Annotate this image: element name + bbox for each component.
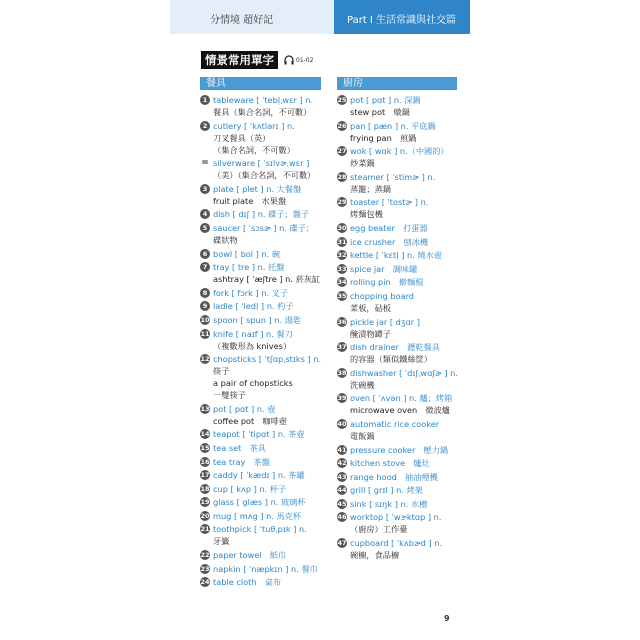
entry-line: ice crusher 刨冰機 (350, 236, 429, 247)
vocab-entry (337, 263, 469, 275)
left-column (200, 94, 332, 590)
entry-line: wok [ wɑk ] n.（中國的） (350, 146, 449, 157)
entry-number: 24 (200, 578, 210, 587)
vocab-entry (200, 523, 332, 547)
vocab-entry (200, 287, 332, 299)
vocab-entry (200, 261, 332, 285)
vocab-entry (200, 428, 332, 440)
entry-line: （集合名詞，不可數） (213, 144, 295, 155)
entry-line: dish [ dɪʃ ] n. 碟子；盤子 (213, 209, 310, 220)
entry-line: worktop [ ˈwɝktɑp ] n. (350, 512, 442, 523)
vocab-entry (337, 511, 469, 535)
vocab-entry (200, 248, 332, 260)
entry-number: 14 (200, 430, 210, 439)
vocab-entry (337, 276, 469, 288)
section-title: 情景常用單字 (201, 51, 278, 69)
vocab-entry (200, 510, 332, 522)
entry-number: 12 (200, 355, 210, 364)
headphone-icon (284, 55, 294, 65)
header-right-text: Part I 生活常識與社交篇 (347, 15, 457, 26)
entry-number: 1 (200, 95, 210, 105)
vocab-entry (337, 471, 469, 483)
entry-line: frying pan 煎鍋 (350, 132, 417, 143)
entry-line: rolling pin 擀麵棍 (350, 277, 424, 288)
entry-number: 5 (200, 223, 210, 233)
entry-number: 11 (200, 329, 210, 338)
entry-line: 碟狀物 (213, 234, 238, 245)
entry-line: pot [ pɑt ] n. 深鍋 (350, 95, 421, 105)
entry-number: 19 (200, 498, 210, 507)
entry-number: 38 (337, 368, 347, 377)
entry-number: 43 (337, 472, 347, 481)
vocab-entry (200, 563, 332, 575)
entry-line: tray [ tre ] n. 托盤 (213, 262, 285, 273)
entry-number: 21 (200, 525, 210, 534)
entry-number: 33 (337, 264, 347, 273)
entry-number: 25 (337, 96, 347, 104)
vocab-entry (337, 537, 469, 561)
entry-line: spoon [ spun ] n. 湯匙 (213, 314, 302, 325)
entry-line: 電飯鍋 (350, 430, 375, 441)
page-number: 9 (444, 614, 450, 623)
entry-number: 6 (200, 249, 210, 259)
entry-number: 10 (200, 315, 210, 324)
entry-line: pan [ pæn ] n. 平底鍋 (350, 120, 436, 131)
entry-number: 20 (200, 511, 210, 520)
entry-number: 31 (337, 237, 347, 246)
entry-line: table cloth 桌布 (213, 577, 282, 588)
entry-number: 9 (200, 301, 210, 311)
vocab-entry (200, 442, 332, 454)
vocab-entry (337, 316, 469, 340)
entry-line: dishwasher [ ˈdɪʃˌwɑʃɚ ] n. (350, 367, 458, 378)
entry-line: fruit plate 水果盤 (213, 195, 287, 206)
entry-line: a pair of chopsticks (213, 378, 293, 389)
entry-number: 7 (200, 262, 210, 272)
entry-line: kettle [ ˈkɛtḷ ] n. 燒水壺 (350, 250, 442, 261)
entry-number: 37 (337, 343, 347, 352)
entry-line: 的容器（類似鐵絲筐） (350, 354, 432, 365)
category-tableware: 餐具 (200, 77, 321, 90)
entry-number: 45 (337, 499, 347, 508)
entry-line: tea set 茶具 (213, 442, 266, 453)
entry-line: range hood 抽油煙機 (350, 471, 438, 482)
entry-line: saucer [ ˈsɔsɚ ] n. 碟子； (213, 222, 315, 233)
entry-line: bowl [ bol ] n. 碗 (213, 248, 281, 259)
entry-number: 42 (337, 459, 347, 468)
entry-number: 28 (337, 172, 347, 181)
entry-line: mug [ mʌg ] n. 馬克杯 (213, 510, 302, 521)
entry-number: 16 (200, 457, 210, 466)
entry-number: 39 (337, 394, 347, 403)
entry-line: 蒸籠；蒸鍋 (350, 183, 391, 194)
entry-line: automatic rice cooker (350, 418, 440, 429)
vocab-entry (337, 457, 469, 469)
entry-line: 牙籤 (213, 536, 230, 547)
entry-line: 一雙筷子 (213, 390, 246, 401)
entry-line: （美）（集合名詞，不可數） (213, 170, 316, 181)
vocab-entry (200, 353, 332, 401)
entry-line: cup [ kʌp ] n. 杯子 (213, 483, 287, 494)
entry-line: （廚房）工作臺 (350, 524, 408, 535)
entry-line: paper towel 紙巾 (213, 550, 287, 561)
vocab-entry (200, 314, 332, 326)
entry-line: toothpick [ ˈtuθˌpɪk ] n. (213, 524, 307, 535)
vocab-entry (337, 222, 469, 234)
header-left (170, 0, 334, 34)
entry-line: sink [ sɪŋk ] n. 水槽 (350, 498, 428, 509)
entry-line: 菜板，砧板 (350, 302, 391, 313)
entry-number: 34 (337, 278, 347, 287)
entry-number: 2 (200, 121, 210, 131)
entry-number: 3 (200, 184, 210, 194)
vocab-entry (200, 94, 332, 118)
vocab-entry (337, 236, 469, 248)
entry-line: stew pot 燉鍋 (350, 107, 410, 117)
vocab-entry (337, 367, 469, 391)
header-left-text: 分情境 超好記 (210, 15, 274, 26)
vocab-entry (337, 171, 469, 195)
entry-number: 36 (337, 317, 347, 326)
entry-line: knife [ naɪf ] n. 餐刀 (213, 328, 293, 339)
entry-line: dish drainer 瀝乾餐具 (350, 342, 440, 353)
vocab-entry (337, 120, 469, 144)
vocab-entry (200, 208, 332, 220)
vocab-entry (200, 183, 332, 207)
entry-number: 40 (337, 419, 347, 428)
entry-number: 26 (337, 121, 347, 130)
entry-number: 4 (200, 209, 210, 219)
entry-number: 22 (200, 551, 210, 560)
entry-number: 17 (200, 471, 210, 480)
vocab-entry (337, 145, 469, 169)
entry-number: 23 (200, 564, 210, 573)
vocab-entry (337, 392, 469, 416)
entry-line: coffee pot 咖啡壺 (213, 415, 287, 426)
entry-line: grill [ grɪl ] n. 烤架 (350, 485, 423, 496)
entry-number: 18 (200, 484, 210, 493)
entry-number: 35 (337, 291, 347, 300)
entry-number: 15 (200, 443, 210, 452)
entry-line: ashtray [ ˈæʃtre ] n. 菸灰缸 (213, 274, 321, 285)
entry-number: 8 (200, 288, 210, 298)
entry-line: 炒菜鍋 (350, 158, 375, 169)
header-right (334, 0, 470, 34)
entry-line: toaster [ ˈtostɚ ] n. (350, 197, 429, 208)
entry-line: chopsticks [ ˈtʃɑpˌstɪks ] n. (213, 354, 322, 365)
entry-line: silverware [ ˈsɪlvɚˌwɛr ] (213, 158, 310, 169)
entry-number: 41 (337, 445, 347, 454)
entry-number: 46 (337, 513, 347, 522)
entry-line: oven [ ˈʌvən ] n. 爐；烤箱 (350, 393, 453, 404)
entry-number: 27 (337, 147, 347, 156)
entry-line: pressure cooker 壓力鍋 (350, 444, 449, 455)
entry-line: chopping board (350, 290, 415, 301)
entry-line: tea tray 茶盤 (213, 456, 270, 467)
vocab-entry (337, 290, 469, 314)
vocab-entry (200, 456, 332, 468)
vocab-entry (337, 196, 469, 220)
entry-line: tableware [ ˈtebḷˌwɛr ] n. (213, 95, 314, 105)
entry-line: napkin [ ˈnæpkɪn ] n. 餐巾 (213, 563, 318, 574)
vocab-entry (200, 157, 332, 181)
vocab-entry (200, 222, 332, 246)
vocab-entry (200, 300, 332, 312)
entry-line: steamer [ ˈstimɚ ] n. (350, 171, 436, 182)
track-number: 01-02 (296, 57, 314, 64)
vocab-entry (200, 469, 332, 481)
vocab-entry (337, 444, 469, 456)
entry-line: 碗櫥，食品櫥 (350, 550, 400, 561)
entry-line: 筷子 (213, 366, 230, 377)
entry-line: egg beater 打蛋器 (350, 222, 428, 233)
vocab-entry (337, 418, 469, 442)
entry-number: 13 (200, 404, 210, 413)
vocab-entry (337, 249, 469, 261)
vocab-entry (337, 94, 469, 118)
category-kitchen: 廚房 (337, 77, 457, 90)
entry-line: kitchen stove 爐灶 (350, 458, 430, 469)
entry-number: 47 (337, 539, 347, 548)
entry-line: spice jar 調味罐 (350, 263, 418, 274)
vocab-entry (200, 120, 332, 156)
entry-line: （複數形為 knives） (213, 340, 292, 351)
vocab-entry (200, 549, 332, 561)
vocab-entry (337, 498, 469, 510)
vocab-entry (200, 328, 332, 352)
entry-line: ladle [ ˈledḷ ] n. 杓子 (213, 301, 294, 312)
right-column (337, 94, 469, 563)
entry-line: glass [ glæs ] n. 玻璃杯 (213, 497, 306, 508)
entry-number: 29 (337, 198, 347, 207)
entry-line: cutlery [ ˈkʌtlərɪ ] n. (213, 120, 295, 131)
entry-line: pot [ pɑt ] n. 壺 (213, 403, 276, 414)
entry-number: 32 (337, 251, 347, 260)
entry-number: 44 (337, 486, 347, 495)
entry-line: 醃漬物罈子 (350, 328, 391, 339)
entry-line: caddy [ ˈkædɪ ] n. 茶罐 (213, 470, 305, 481)
vocab-entry (337, 484, 469, 496)
entry-line: 烤麵包機 (350, 209, 383, 220)
vocab-entry (200, 403, 332, 427)
entry-number: = (201, 158, 209, 169)
entry-line: 洗碗機 (350, 379, 375, 390)
entry-line: pickle jar [ dʒɑr ] (350, 316, 420, 327)
entry-line: 餐具（集合名詞，不可數） (213, 107, 312, 117)
vocab-entry (200, 496, 332, 508)
entry-line: fork [ fɔrk ] n. 叉子 (213, 287, 289, 298)
entry-number: 30 (337, 223, 347, 232)
entry-line: 刀叉餐具（英） (213, 132, 271, 143)
vocab-entry (200, 483, 332, 495)
entry-line: microwave oven 微波爐 (350, 405, 450, 416)
entry-line: plate [ plet ] n. 大餐盤 (213, 183, 302, 194)
entry-line: cupboard [ ˈkʌbɚd ] n. (350, 538, 443, 549)
vocab-entry (200, 576, 332, 588)
entry-line: teapot [ ˈtipɑt ] n. 茶壺 (213, 429, 305, 440)
vocab-entry (337, 341, 469, 365)
